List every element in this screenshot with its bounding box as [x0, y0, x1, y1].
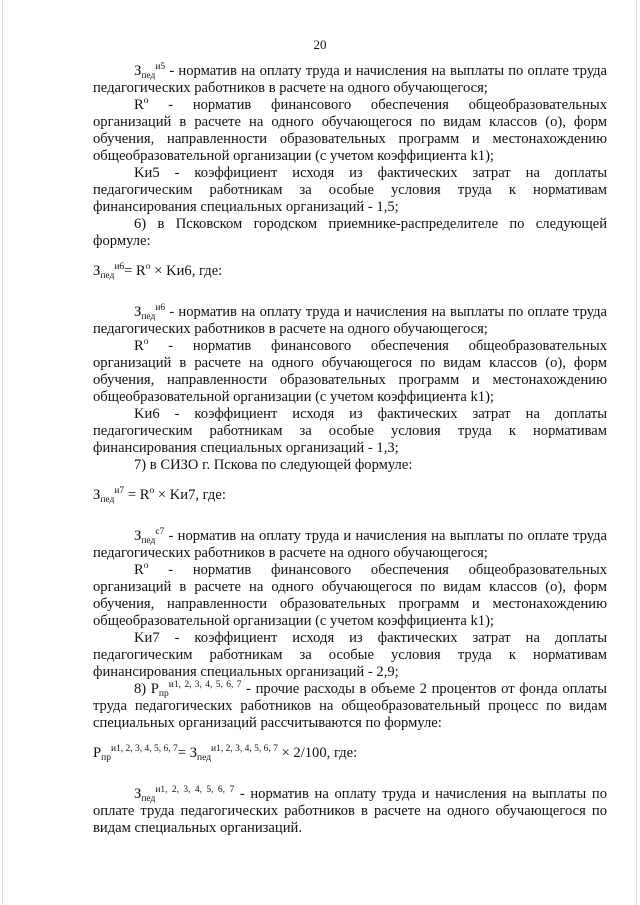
paragraph-k-i6: Kи6 - коэффициент исходя из фактических затрат на доплаты педагогическим работникам за особые условия труда к нормативам финансирования специальных организаций - 1,3; [93, 406, 607, 456]
paragraph-r-o-3: $R^o$ - норматив финансового обеспечения общеобразовательных организаций в расчете на одного обучающегося по видам классов (о), форм обучения, направленности образовательных программ и местонахождению общеобразовательной организации (с учетом коэффициента k1); [93, 561, 607, 629]
paragraph-k-i7: Kи7 - коэффициент исходя из фактических затрат на доплаты педагогическим работникам за особые условия труда к нормативам финансирования специальных организаций - 2,9; [93, 630, 607, 680]
document-body [93, 63, 607, 837]
paragraph-r-o: $R^o$ - норматив финансового обеспечения общеобразовательных организаций в расчете на одного обучающегося по видам классов (о), форм обучения, направленности образовательных программ и местонахождению общеобразовательной организации (с учетом коэффициента k1); [93, 96, 607, 164]
paragraph-z-ped-i6: $З_{пед}^{и6}$ - норматив на оплату труда и начисления на выплаты по оплате труда педагогических работников в расчете на одного обучающегося; [93, 303, 607, 337]
scan-edge-right [636, 0, 637, 905]
formula-z-ped-i6: $З_{пед}^{и6}= R^o \times Kи6$, где: [93, 262, 223, 281]
paragraph-z-ped-i5: $З_{пед}^{и5}$ - норматив на оплату труда и начисления на выплаты по оплате труда педагогических работников в расчете на одного обучающегося; [93, 62, 607, 96]
scan-edge-left [2, 0, 3, 905]
paragraph-item-6: 6) в Псковском городском приемнике-распределителе по следующей формуле: [93, 216, 607, 249]
paragraph-item-8: 8) $P_{пр}^{и1, 2, 3, 4, 5, 6, 7}$ - прочие расходы в объеме 2 процентов от фонда оплаты труда педагогических работников на общеобразовательный процесс по видам специальных организаций рассчитываются по формуле: [93, 680, 607, 731]
page-number: 20 [313, 37, 327, 52]
paragraph-r-o-2: $R^o$ - норматив финансового обеспечения общеобразовательных организаций в расчете на одного обучающегося по видам классов (о), форм обучения, направленности образовательных программ и местонахождению общеобразовательной организации (с учетом коэффициента k1); [93, 337, 607, 405]
formula-p-pr: $P_{пр}^{и1, 2, 3, 4, 5, 6, 7}= З_{пед}^{и1, 2, 3, 4, 5, 6, 7} \times 2/100$, где: [93, 744, 358, 763]
paragraph-z-ped-c7: $З_{пед}^{с7}$ - норматив на оплату труда и начисления на выплаты по оплате труда педагогических работников в расчете на одного обучающегося; [93, 527, 607, 561]
formula-z-ped-i7: $З_{пед}^{и7} = R^o \times Kи7$, где: [93, 486, 226, 505]
paragraph-z-ped-i1-7: $З_{пед}^{и1, 2, 3, 4, 5, 6, 7}$ - норматив на оплату труда и начисления на выплаты по оплате труда педагогических работников в расчете на одного обучающегося по видам специальных организаций. [93, 785, 607, 836]
paragraph-k-i5: Kи5 - коэффициент исходя из фактических затрат на доплаты педагогическим работникам за особые условия труда к нормативам финансирования специальных организаций - 1,5; [93, 165, 607, 215]
paragraph-item-7: 7) в СИЗО г. Пскова по следующей формуле: [134, 457, 413, 473]
